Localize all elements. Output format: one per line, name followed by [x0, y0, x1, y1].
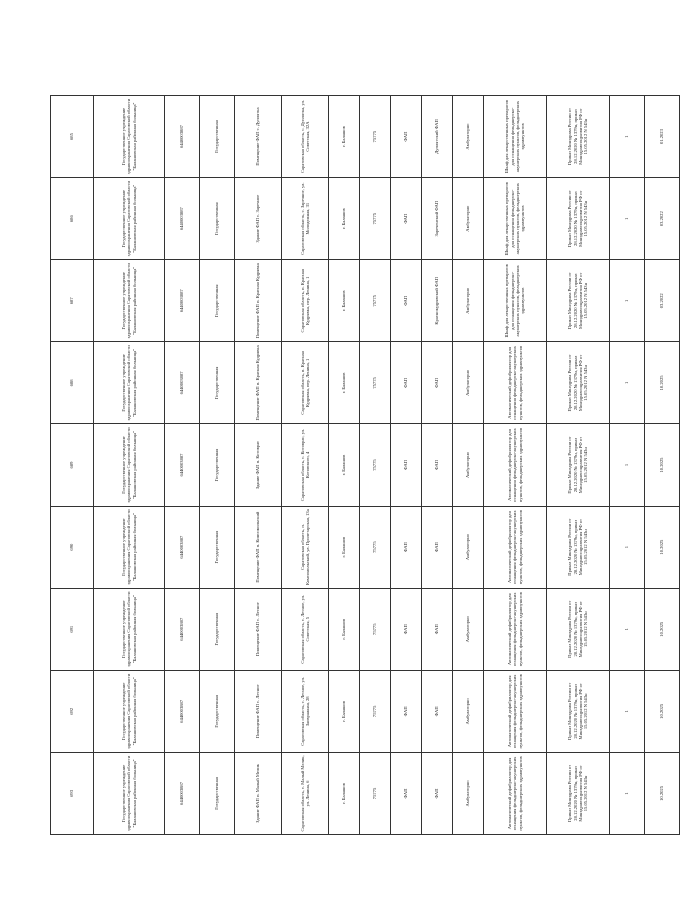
cell-name: Государственное учреждение здравоохранения Саратовской области "Балашовская районная больница" [94, 424, 165, 506]
cell-equipment: Автоматический дефибриллятор для оснащения фельдшерско-акушерских пунктов, фельдшерских здравпунктов [484, 588, 547, 670]
cell-locality: г. Балашов [329, 260, 360, 342]
cell-name: Государственное учреждение здравоохранения Саратовской области "Балашовская районная больница" [94, 670, 165, 752]
cell-document: Приказ Минздрава России от 28.12.2020 № 1379н, приказ Минздравсоцразвития РФ от 15.05.2012 N 543н [547, 178, 610, 260]
cell-code: 75775 [360, 752, 391, 834]
cell-id: 689 [51, 424, 94, 506]
cell-document: Приказ Минздрава России от 28.12.2020 № 1379н, приказ Минздравсоцразвития РФ от 15.05.2012 N 543н [547, 588, 610, 670]
cell-care: Амбулаторно [453, 752, 484, 834]
cell-care: Амбулаторно [453, 260, 484, 342]
cell-object: Помещение ФАП с. Дуплятка [235, 96, 282, 178]
cell-object: Здание ФАП с. Заречное [235, 178, 282, 260]
cell-date: 10.2025 [645, 588, 680, 670]
cell-subdivision: Зареченский ФАП [422, 178, 453, 260]
cell-address: Саратовская область, с. Лесное, ул. Заовражная, 28 [282, 670, 329, 752]
cell-inn: 6440003887 [165, 178, 200, 260]
cell-object: Помещение ФАП п. Красная Кудрявка [235, 342, 282, 424]
cell-equipment: Автоматический дефибриллятор для оснащения фельдшерско-акушерских пунктов, фельдшерских здравпунктов [484, 342, 547, 424]
cell-inn: 6440003887 [165, 342, 200, 424]
table-row-ownership [200, 96, 235, 835]
cell-date: 03.2022 [645, 178, 680, 260]
cell-address: Саратовская область, с. Лесное, ул. Советская, 5 [282, 588, 329, 670]
cell-inn: 6440003887 [165, 588, 200, 670]
equipment-table [50, 95, 680, 835]
cell-locality: г. Балашов [329, 178, 360, 260]
cell-equipment: Автоматический дефибриллятор для оснащения фельдшерско-акушерских пунктов, фельдшерских здравпунктов [484, 506, 547, 588]
cell-type: ФАП [391, 342, 422, 424]
cell-ownership: Государственная [200, 260, 235, 342]
cell-inn: 6440003887 [165, 670, 200, 752]
table-row-document [547, 96, 610, 835]
cell-locality: г. Балашов [329, 588, 360, 670]
cell-id: 687 [51, 260, 94, 342]
cell-subdivision: Краснокудрявский ФАП [422, 260, 453, 342]
table-row-code [360, 96, 391, 835]
cell-code: 75775 [360, 342, 391, 424]
cell-date: 01.2023 [645, 96, 680, 178]
cell-locality: г. Балашов [329, 96, 360, 178]
cell-subdivision: Дуплятский ФАП [422, 96, 453, 178]
cell-ownership: Государственная [200, 342, 235, 424]
cell-count: 1 [610, 670, 645, 752]
cell-subdivision: ФАП [422, 342, 453, 424]
table-row-care [453, 96, 484, 835]
table-row-count [610, 96, 645, 835]
cell-count: 1 [610, 424, 645, 506]
cell-name: Государственное учреждение здравоохранения Саратовской области "Балашовская районная больница" [94, 260, 165, 342]
rotated-page [50, 95, 665, 835]
cell-care: Амбулаторно [453, 96, 484, 178]
cell-care: Амбулаторно [453, 178, 484, 260]
cell-type: ФАП [391, 506, 422, 588]
cell-type: ФАП [391, 752, 422, 834]
table-row-name [94, 96, 165, 835]
table-body [51, 96, 680, 835]
cell-document: Приказ Минздрава России от 28.12.2020 № 1379н, приказ Минздравсоцразвития РФ от 15.05.2012 N 543н [547, 424, 610, 506]
table-row-address [282, 96, 329, 835]
cell-address: Саратовская область, с. Малый Мелик, ул. Ленина, 6 [282, 752, 329, 834]
cell-date: 10.2025 [645, 424, 680, 506]
table-row-object [235, 96, 282, 835]
cell-care: Амбулаторно [453, 506, 484, 588]
cell-object: Здание ФАП п. Котоврас [235, 424, 282, 506]
cell-address: Саратовская область, п. Красная Кудрявка, пер. Ленина, 1 [282, 260, 329, 342]
cell-document: Приказ Минздрава России от 28.12.2020 № 1379н, приказ Минздравсоцразвития РФ от 15.05.2012 N 543н [547, 670, 610, 752]
cell-document: Приказ Минздрава России от 28.12.2020 № 1379н, приказ Минздравсоцразвития РФ от 15.05.2012 N 543н [547, 260, 610, 342]
cell-code: 75775 [360, 506, 391, 588]
cell-address: Саратовская область, с. Котоврас, ул. Котовского, 4 [282, 424, 329, 506]
cell-care: Амбулаторно [453, 424, 484, 506]
cell-object: Помещение ФАП с. Лесное [235, 670, 282, 752]
cell-name: Государственное учреждение здравоохранения Саратовской области "Балашовская районная больница" [94, 342, 165, 424]
cell-date: 10.2025 [645, 506, 680, 588]
table-row-equipment [484, 96, 547, 835]
cell-locality: г. Балашов [329, 424, 360, 506]
cell-subdivision: ФАП [422, 670, 453, 752]
table-row-id [51, 96, 94, 835]
cell-code: 75775 [360, 178, 391, 260]
cell-address: Саратовская область, с. Заречное, ул. Молодежная, 31 [282, 178, 329, 260]
cell-id: 693 [51, 752, 94, 834]
cell-count: 1 [610, 506, 645, 588]
cell-locality: г. Балашов [329, 670, 360, 752]
cell-code: 75775 [360, 96, 391, 178]
cell-date: 10.2025 [645, 342, 680, 424]
cell-name: Государственное учреждение здравоохранения Саратовской области "Балашовская районная больница" [94, 96, 165, 178]
table-row-locality [329, 96, 360, 835]
cell-id: 691 [51, 588, 94, 670]
cell-inn: 6440003887 [165, 506, 200, 588]
cell-subdivision: ФАП [422, 506, 453, 588]
cell-count: 1 [610, 752, 645, 834]
cell-document: Приказ Минздрава России от 28.12.2020 № 1379н, приказ Минздравсоцразвития РФ от 15.05.2012 N 543н [547, 96, 610, 178]
cell-count: 1 [610, 96, 645, 178]
cell-type: ФАП [391, 588, 422, 670]
cell-equipment: Автоматический дефибриллятор для оснащения фельдшерско-акушерских пунктов, фельдшерских здравпунктов [484, 752, 547, 834]
cell-name: Государственное учреждение здравоохранения Саратовской области "Балашовская районная больница" [94, 588, 165, 670]
cell-ownership: Государственная [200, 506, 235, 588]
cell-address: Саратовская область, п. Красная Кудрявка, пер. Ленина, 1 [282, 342, 329, 424]
cell-ownership: Государственная [200, 96, 235, 178]
cell-name: Государственное учреждение здравоохранения Саратовской области "Балашовская районная больница" [94, 178, 165, 260]
cell-code: 75775 [360, 424, 391, 506]
cell-object: Здание ФАП п. Малый Мелик [235, 752, 282, 834]
cell-care: Амбулаторно [453, 342, 484, 424]
cell-name: Государственное учреждение здравоохранения Саратовской области "Балашовская районная больница" [94, 752, 165, 834]
cell-address: Саратовская область, п. Комсомольский, ул. Пролетарская, 13а [282, 506, 329, 588]
cell-date: 10.2025 [645, 752, 680, 834]
cell-equipment: Шкаф для лекарственных препаратов для оснащения фельдшерско-акушерских пунктов, фельдшерских здравпунктов [484, 96, 547, 178]
cell-address: Саратовская область, с. Дуплятка, ул. Советская, 32А [282, 96, 329, 178]
cell-code: 75775 [360, 260, 391, 342]
cell-id: 692 [51, 670, 94, 752]
cell-document: Приказ Минздрава России от 28.12.2020 № 1379н, приказ Минздравсоцразвития РФ от 15.05.2012 N 543н [547, 342, 610, 424]
cell-type: ФАП [391, 178, 422, 260]
cell-type: ФАП [391, 260, 422, 342]
cell-equipment: Шкаф для лекарственных препаратов для оснащения фельдшерско-акушерских пунктов, фельдшерских здравпунктов [484, 178, 547, 260]
cell-locality: г. Балашов [329, 752, 360, 834]
cell-equipment: Автоматический дефибриллятор для оснащения фельдшерско-акушерских пунктов, фельдшерских здравпунктов [484, 670, 547, 752]
cell-type: ФАП [391, 96, 422, 178]
cell-ownership: Государственная [200, 588, 235, 670]
cell-inn: 6440003887 [165, 96, 200, 178]
cell-id: 685 [51, 96, 94, 178]
cell-equipment: Шкаф для лекарственных препаратов для оснащения фельдшерско-акушерских пунктов, фельдшерских здравпунктов [484, 260, 547, 342]
cell-type: ФАП [391, 670, 422, 752]
cell-id: 688 [51, 342, 94, 424]
cell-count: 1 [610, 342, 645, 424]
cell-subdivision: ФАП [422, 424, 453, 506]
cell-document: Приказ Минздрава России от 28.12.2020 № 1379н, приказ Минздравсоцразвития РФ от 15.05.2012 N 543н [547, 506, 610, 588]
table-row-date [645, 96, 680, 835]
cell-ownership: Государственная [200, 670, 235, 752]
cell-date: 10.2025 [645, 670, 680, 752]
cell-locality: г. Балашов [329, 342, 360, 424]
cell-count: 1 [610, 178, 645, 260]
cell-code: 75775 [360, 670, 391, 752]
cell-inn: 6440003887 [165, 752, 200, 834]
cell-ownership: Государственная [200, 178, 235, 260]
cell-id: 690 [51, 506, 94, 588]
cell-care: Амбулаторно [453, 588, 484, 670]
cell-inn: 6440003887 [165, 424, 200, 506]
cell-name: Государственное учреждение здравоохранения Саратовской области "Балашовская районная больница" [94, 506, 165, 588]
cell-code: 75775 [360, 588, 391, 670]
cell-equipment: Автоматический дефибриллятор для оснащения фельдшерско-акушерских пунктов, фельдшерских здравпунктов [484, 424, 547, 506]
table-row-type [391, 96, 422, 835]
cell-subdivision: ФАП [422, 752, 453, 834]
cell-inn: 6440003887 [165, 260, 200, 342]
cell-object: Помещение ФАП п. Красная Кудрявка [235, 260, 282, 342]
cell-locality: г. Балашов [329, 506, 360, 588]
cell-type: ФАП [391, 424, 422, 506]
cell-care: Амбулаторно [453, 670, 484, 752]
cell-ownership: Государственная [200, 752, 235, 834]
cell-object: Помещение ФАП п. Комсомольский [235, 506, 282, 588]
cell-object: Помещение ФАП с. Лесное [235, 588, 282, 670]
cell-ownership: Государственная [200, 424, 235, 506]
cell-date: 03.2022 [645, 260, 680, 342]
cell-id: 686 [51, 178, 94, 260]
table-row-subdivision [422, 96, 453, 835]
cell-count: 1 [610, 588, 645, 670]
table-row-inn [165, 96, 200, 835]
cell-count: 1 [610, 260, 645, 342]
cell-subdivision: ФАП [422, 588, 453, 670]
cell-document: Приказ Минздрава России от 28.12.2020 № 1379н, приказ Минздравсоцразвития РФ от 15.05.2012 N 543н [547, 752, 610, 834]
